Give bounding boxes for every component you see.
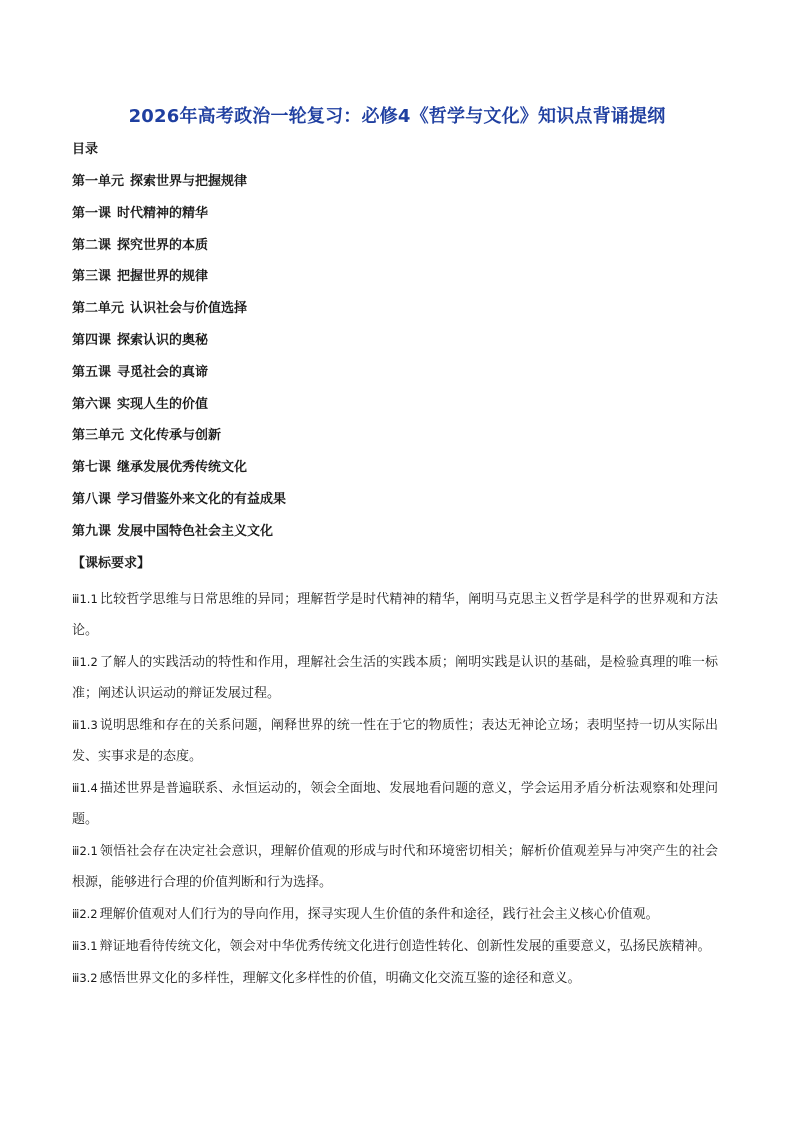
requirement-text: 描述世界是普遍联系、永恒运动的，领会全面地、发展地看问题的意义，学会运用矛盾分析法观察和处理问题。 [72, 780, 718, 827]
requirement-code: ⅲ1.2 [72, 654, 98, 669]
requirement-code: ⅲ1.4 [72, 780, 98, 795]
toc-item-label: 第七课 [72, 460, 112, 476]
toc-item-text: 发展中国特色社会主义文化 [117, 523, 274, 539]
toc-item-label: 第二单元 [72, 301, 125, 317]
toc-item-label: 第六课 [72, 396, 112, 412]
requirement-text: 领悟社会存在决定社会意识，理解价值观的形成与时代和环境密切相关；解析价值观差异与冲突产生的社会根源，能够进行合理的价值判断和行为选择。 [72, 843, 718, 890]
requirements-list [72, 584, 722, 994]
toc-item[interactable] [72, 172, 722, 192]
requirement-paragraph [72, 899, 722, 930]
toc-item-label: 第二课 [72, 237, 112, 253]
requirement-code: ⅲ1.3 [72, 717, 98, 732]
toc-item-text: 学习借鉴外来文化的有益成果 [117, 491, 287, 507]
toc-item-label: 第三课 [72, 269, 112, 285]
toc-item-text: 认识社会与价值选择 [130, 301, 248, 317]
toc-item-label: 第一单元 [72, 174, 125, 189]
toc-item-text: 探索世界与把握规律 [130, 174, 248, 189]
requirement-code: ⅲ2.2 [72, 906, 98, 921]
requirement-paragraph [72, 647, 722, 709]
toc-item[interactable] [72, 363, 722, 383]
toc-item-label: 第八课 [72, 491, 112, 507]
toc-item-label: 第四课 [72, 332, 112, 348]
requirement-paragraph [72, 963, 722, 994]
toc-heading: 目录 [72, 142, 99, 157]
requirement-text: 比较哲学思维与日常思维的异同；理解哲学是时代精神的精华，阐明马克思主义哲学是科学的世界观和方法论。 [72, 591, 718, 638]
toc-item[interactable] [72, 204, 722, 224]
requirement-paragraph [72, 836, 722, 898]
toc-item-text: 探索认识的奥秘 [117, 332, 209, 348]
toc-item-label: 第九课 [72, 523, 112, 539]
toc-item-text: 文化传承与创新 [130, 428, 222, 444]
table-of-contents [72, 172, 722, 542]
toc-item-text: 时代精神的精华 [117, 205, 209, 221]
requirement-paragraph [72, 773, 722, 835]
toc-item-text: 探究世界的本质 [117, 237, 209, 253]
requirement-text: 了解人的实践活动的特性和作用，理解社会生活的实践本质；阐明实践是认识的基础，是检验真理的唯一标准；阐述认识运动的辩证发展过程。 [72, 654, 718, 701]
requirements-heading: 【课标要求】 [72, 555, 151, 571]
toc-item[interactable] [72, 331, 722, 351]
toc-item-text: 寻觅社会的真谛 [117, 364, 209, 380]
requirement-paragraph [72, 931, 722, 962]
toc-item[interactable] [72, 490, 722, 510]
toc-item-text: 继承发展优秀传统文化 [117, 460, 248, 476]
toc-item-text: 把握世界的规律 [117, 269, 209, 285]
toc-item-label: 第五课 [72, 364, 112, 380]
toc-item-label: 第一课 [72, 205, 112, 221]
requirement-text: 理解价值观对人们行为的导向作用，探寻实现人生价值的条件和途径，践行社会主义核心价值观。 [99, 906, 659, 922]
toc-item[interactable] [72, 236, 722, 256]
requirement-code: ⅲ3.2 [72, 970, 98, 985]
requirement-text: 辩证地看待传统文化，领会对中华优秀传统文化进行创造性转化、创新性发展的重要意义，弘扬民族精神。 [99, 938, 711, 954]
toc-item-text: 实现人生的价值 [117, 396, 209, 412]
toc-item-label: 第三单元 [72, 428, 125, 444]
requirement-text: 感悟世界文化的多样性，理解文化多样性的价值，明确文化交流互鉴的途径和意义。 [99, 970, 581, 986]
toc-item[interactable] [72, 299, 722, 319]
requirement-code: ⅲ1.1 [72, 591, 98, 606]
requirement-paragraph [72, 584, 722, 646]
requirement-code: ⅲ3.1 [72, 938, 98, 953]
toc-item[interactable] [72, 522, 722, 542]
requirement-paragraph [72, 710, 722, 772]
requirement-text: 说明思维和存在的关系问题，阐释世界的统一性在于它的物质性；表达无神论立场；表明坚持一切从实际出发、实事求是的态度。 [72, 717, 718, 764]
requirement-code: ⅲ2.1 [72, 843, 98, 858]
document-title: 2026年高考政治一轮复习：必修4《哲学与文化》知识点背诵提纲 [128, 106, 666, 127]
toc-item[interactable] [72, 458, 722, 478]
toc-item[interactable] [72, 267, 722, 287]
toc-item[interactable] [72, 426, 722, 446]
toc-item[interactable] [72, 395, 722, 415]
